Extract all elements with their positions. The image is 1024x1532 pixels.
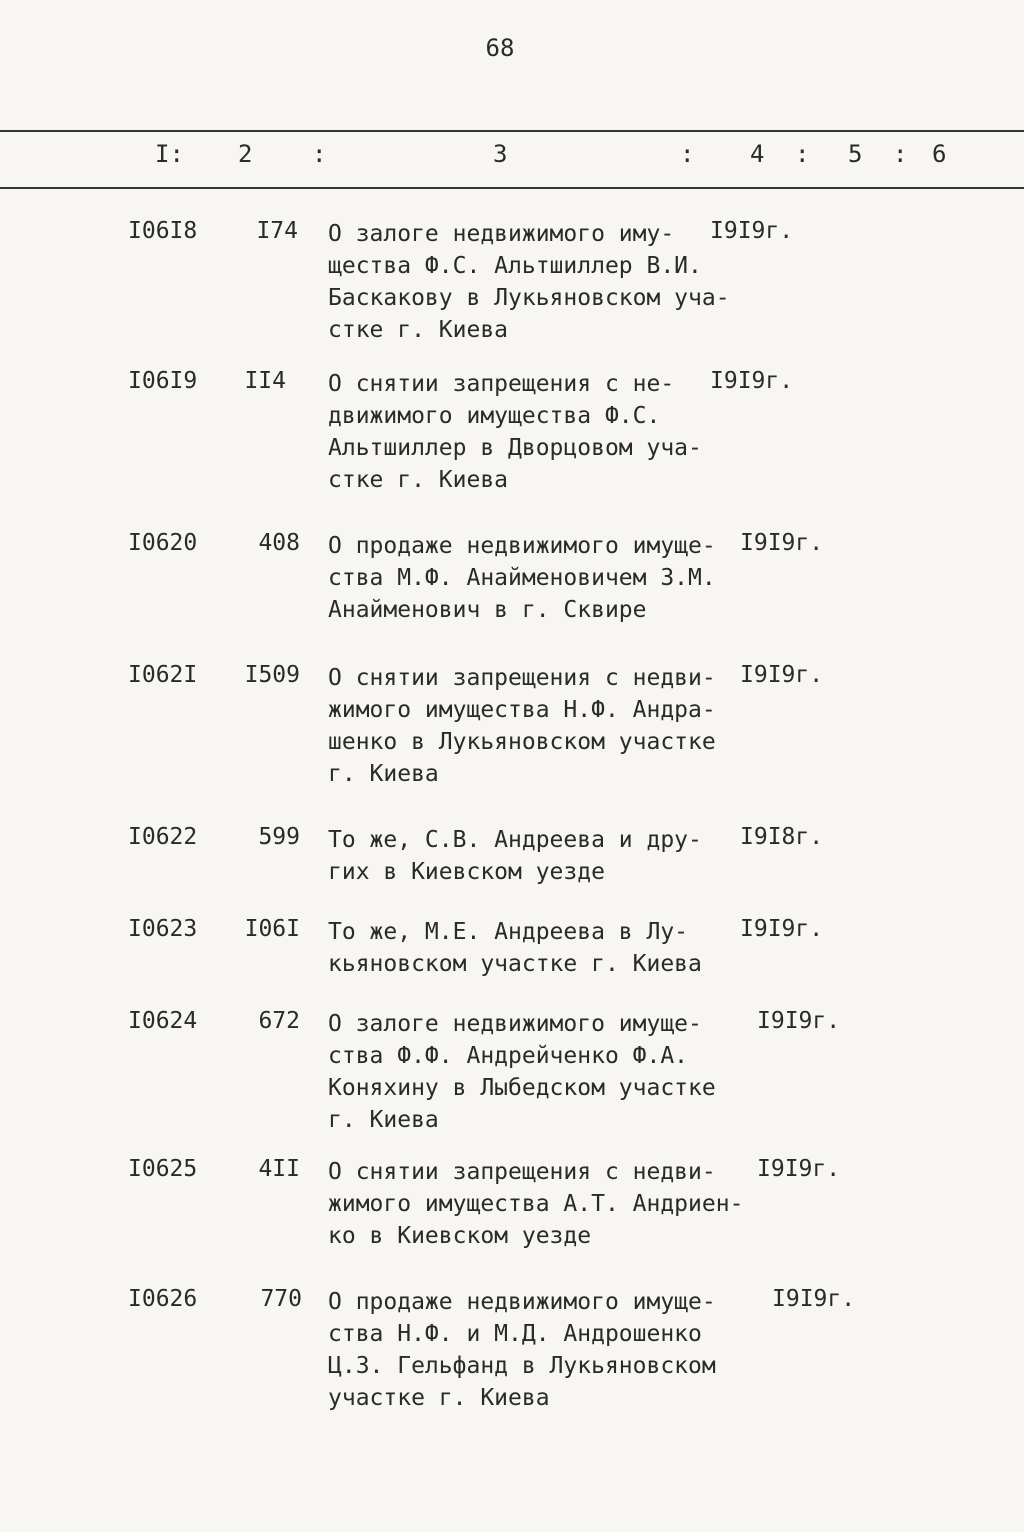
- description-line: г. Киева: [328, 761, 439, 787]
- column-separator: :: [795, 140, 810, 168]
- sheet-count: 770: [260, 1286, 302, 1312]
- description-line: жимого имущества Н.Ф. Андра-: [328, 697, 716, 723]
- record-number: I0626: [128, 1286, 198, 1312]
- record-year: I9I9г.: [740, 916, 824, 942]
- description-line: шенко в Лукьяновском участке: [328, 729, 716, 755]
- description-line: О снятии запрещения с недви-: [328, 665, 716, 691]
- record-year: I9I9г.: [710, 218, 794, 244]
- description-line: ства Ф.Ф. Андрейченко Ф.А.: [328, 1043, 689, 1069]
- header-rule-top: [0, 130, 1024, 132]
- sheet-count: 672: [258, 1008, 300, 1034]
- column-separator: :: [680, 140, 695, 168]
- record-year: I9I8г.: [740, 824, 824, 850]
- description-line: Баскакову в Лукьяновском уча-: [328, 285, 730, 311]
- column-separator: :: [312, 140, 327, 168]
- column-header-5: 5: [848, 140, 863, 168]
- record-year: I9I9г.: [757, 1008, 841, 1034]
- record-description: [328, 1008, 768, 1136]
- record-number: I06I9: [128, 368, 198, 394]
- description-line: ко в Киевском уезде: [328, 1223, 592, 1249]
- column-header-2: 2: [238, 140, 253, 168]
- record-number: I06I8: [128, 218, 198, 244]
- description-line: движимого имущества Ф.С.: [328, 403, 661, 429]
- record-number: I0620: [128, 530, 198, 556]
- description-line: участке г. Киева: [328, 1385, 550, 1411]
- record-year: I9I9г.: [740, 662, 824, 688]
- sheet-count: I06I: [244, 916, 300, 942]
- description-line: Коняхину в Лыбедском участке: [328, 1075, 716, 1101]
- description-line: стке г. Киева: [328, 467, 509, 493]
- record-number: I0624: [128, 1008, 198, 1034]
- record-description: [328, 916, 768, 980]
- record-year: I9I9г.: [757, 1156, 841, 1182]
- description-line: ства М.Ф. Анайменовичем З.М.: [328, 565, 716, 591]
- column-header-3: 3: [493, 140, 508, 168]
- description-line: щества Ф.С. Альтшиллер В.И.: [328, 253, 702, 279]
- record-year: I9I9г.: [710, 368, 794, 394]
- record-description: [328, 662, 768, 790]
- description-line: О снятии запрещения с не-: [328, 371, 675, 397]
- record-number: I0622: [128, 824, 198, 850]
- record-description: [328, 1156, 768, 1252]
- description-line: Анайменович в г. Сквире: [328, 597, 647, 623]
- column-separator: :: [893, 140, 908, 168]
- page-number: 68: [485, 34, 515, 62]
- description-line: О снятии запрещения с недви-: [328, 1159, 716, 1185]
- sheet-count: 408: [258, 530, 300, 556]
- column-header-6: 6: [932, 140, 947, 168]
- description-line: О продаже недвижимого имуще-: [328, 1289, 716, 1315]
- sheet-count: I509: [244, 662, 300, 688]
- description-line: О продаже недвижимого имуще-: [328, 533, 716, 559]
- sheet-count: 599: [258, 824, 300, 850]
- description-line: кьяновском участке г. Киева: [328, 951, 702, 977]
- record-year: I9I9г.: [772, 1286, 856, 1312]
- description-line: Ц.З. Гельфанд в Лукьяновском: [328, 1353, 716, 1379]
- header-rule-bottom: [0, 187, 1024, 189]
- description-line: г. Киева: [328, 1107, 439, 1133]
- column-header-1: I:: [155, 140, 184, 168]
- description-line: ства Н.Ф. и М.Д. Андрошенко: [328, 1321, 702, 1347]
- record-description: [328, 368, 768, 496]
- sheet-count: II4: [244, 368, 286, 394]
- description-line: То же, С.В. Андреева и дру-: [328, 827, 702, 853]
- record-description: [328, 1286, 768, 1414]
- record-description: [328, 824, 768, 888]
- column-header-4: 4: [750, 140, 765, 168]
- description-line: То же, М.Е. Андреева в Лу-: [328, 919, 689, 945]
- description-line: О залоге недвижимого иму-: [328, 221, 675, 247]
- description-line: Альтшиллер в Дворцовом уча-: [328, 435, 702, 461]
- sheet-count: I74: [256, 218, 298, 244]
- record-number: I0623: [128, 916, 198, 942]
- sheet-count: 4II: [258, 1156, 300, 1182]
- description-line: О залоге недвижимого имуще-: [328, 1011, 702, 1037]
- description-line: жимого имущества А.Т. Андриен-: [328, 1191, 744, 1217]
- record-number: I062I: [128, 662, 198, 688]
- record-number: I0625: [128, 1156, 198, 1182]
- description-line: гих в Киевском уезде: [328, 859, 605, 885]
- record-year: I9I9г.: [740, 530, 824, 556]
- description-line: стке г. Киева: [328, 317, 509, 343]
- record-description: [328, 530, 768, 626]
- record-description: [328, 218, 768, 346]
